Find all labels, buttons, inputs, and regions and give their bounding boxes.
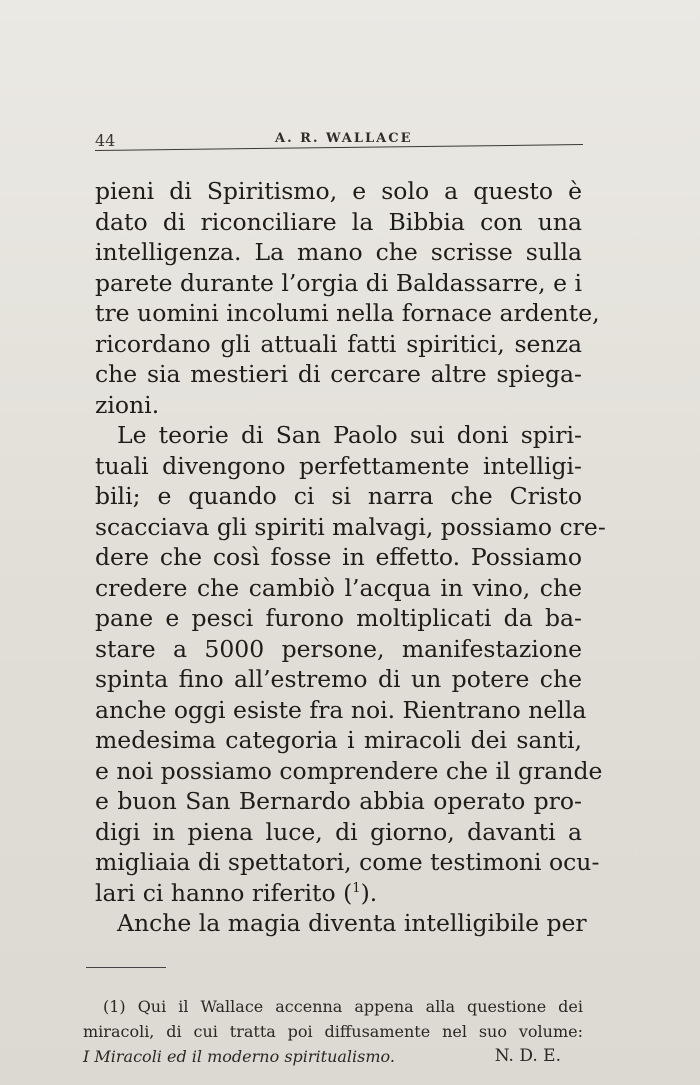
text-line: spinta fino all’estremo di un potere che [95,665,582,693]
page-number: 44 [95,131,116,150]
text-line: anche oggi esiste fra noi. Rientrano nella [95,695,587,724]
text-line: tuali divengono perfettamente intelligi- [95,451,582,480]
text-line: e buon San Bernardo abbia operato pro- [95,787,582,815]
footnote-rule [86,967,166,968]
text-line: credere che cambiò l’acqua in vino, che [95,573,582,602]
text-line: medesima categoria i miracoli dei santi, [95,726,582,754]
text-line: scacciava gli spiriti malvagi, possiamo cre- [95,512,606,541]
text-line: bili; e quando ci si narra che Cristo [95,482,582,510]
text-line: pieni di Spiritismo, e solo a questo è [95,177,582,205]
footnote [83,994,583,1069]
text-line: ricordano gli attuali fatti spiritici, senza [95,329,582,358]
text-line: e noi possiamo comprendere che il grande [95,756,603,785]
text-line: dato di riconciliare la Bibbia con una [95,207,582,236]
text-line-with-footnote-ref [95,878,582,909]
editor-signature: N. D. E. [494,1046,561,1066]
footnote-line: (1) Qui il Wallace accenna appena alla questione dei [103,997,584,1016]
footnote-marker: (1) [103,997,126,1016]
text-line: Le teorie di San Paolo sui doni spiri- [117,421,582,449]
text-line: stare a 5000 persone, manifestazione [95,634,582,663]
text-line: migliaia di spettatori, come testimoni ocu- [95,848,600,876]
text-line: Anche la magia diventa intelligibile per [117,909,587,937]
text-line: digi in piena luce, di giorno, davanti a [95,817,582,846]
text-line: parete durante l’orgia di Baldassarre, e i [95,268,583,297]
running-head: A. R. WALLACE [275,131,413,146]
text-line: dere che così fosse in effetto. Possiamo [95,543,582,571]
footnote-reference[interactable]: ($^1$). [343,878,378,907]
text-line: tre uomini incolumi nella fornace ardente, [95,299,600,327]
text-line: lari ci hanno riferito [95,878,336,907]
text-line: zioni. [95,390,160,419]
footnote-line: miracoli, di cui tratta poi diffusamente nel suo volume: [83,1022,583,1041]
text-line: pane e pesci furono moltiplicati da ba- [95,604,582,632]
body-text [95,176,606,939]
footnote-line [83,1044,583,1069]
text-line: intelligenza. La mano che scrisse sulla [95,238,582,266]
text-line: che sia mestieri di cercare altre spiega- [95,360,582,388]
book-title: I Miracoli ed il moderno spiritualismo. [83,1047,395,1066]
